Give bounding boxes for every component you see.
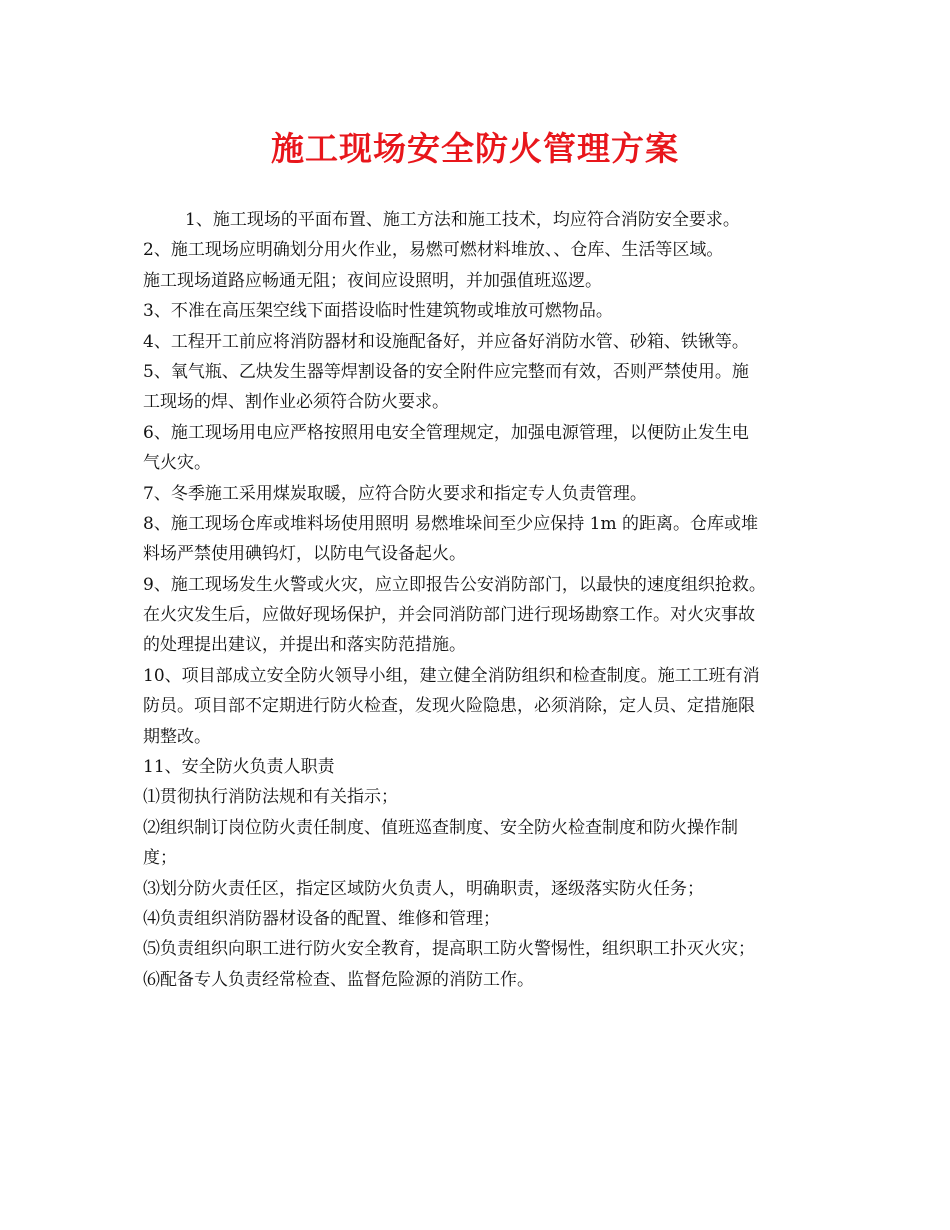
text-line: 气火灾。 bbox=[143, 453, 211, 474]
text-line: ⑷负责组织消防器材设备的配置、维修和管理； bbox=[143, 908, 500, 929]
text-line: 1、施工现场的平面布置、施工方法和施工技术，均应符合消防安全要求。 bbox=[185, 210, 740, 230]
text-line: ⑴贯彻执行消防法规和有关指示； bbox=[143, 787, 398, 808]
text-line: ⑵组织制订岗位防火责任制度、值班巡查制度、安全防火检查制度和防火操作制 bbox=[143, 817, 738, 838]
text-line: 在火灾发生后，应做好现场保护，并会同消防部门进行现场勘察工作。对火灾事故 bbox=[143, 605, 755, 626]
text-line: 料场严禁使用碘钨灯，以防电气设备起火。 bbox=[143, 544, 466, 565]
text-line: 4、工程开工前应将消防器材和设施配备好，并应备好消防水管、砂箱、铁锹等。 bbox=[143, 331, 749, 352]
text-line: 2、施工现场应明确划分用火作业，易燃可燃材料堆放、、仓库、生活等区域。 bbox=[143, 240, 724, 261]
text-line: 8、施工现场仓库或堆料场使用照明 易燃堆垛间至少应保持 1m 的距离。仓库或堆 bbox=[143, 513, 758, 534]
text-line: 9、施工现场发生火警或火灾，应立即报告公安消防部门，以最快的速度组织抢救。 bbox=[143, 574, 766, 595]
text-line: 11、安全防火负责人职责 bbox=[143, 757, 335, 778]
text-line: ⑹配备专人负责经常检查、监督危险源的消防工作。 bbox=[143, 969, 534, 990]
text-line: ⑶划分防火责任区，指定区域防火负责人，明确职责，逐级落实防火任务； bbox=[143, 878, 704, 899]
text-line: 5、氧气瓶、乙炔发生器等焊割设备的安全附件应完整而有效，否则严禁使用。施 bbox=[143, 361, 749, 382]
text-line: 7、冬季施工采用煤炭取暖，应符合防火要求和指定专人负责管理。 bbox=[143, 483, 647, 504]
text-line: 10、项目部成立安全防火领导小组，建立健全消防组织和检查制度。施工工班有消 bbox=[143, 665, 760, 686]
text-line: 度； bbox=[143, 848, 177, 869]
document-body bbox=[143, 205, 833, 995]
text-line: 3、不准在高压架空线下面搭设临时性建筑物或堆放可燃物品。 bbox=[143, 301, 613, 322]
text-line: 施工现场道路应畅通无阻；夜间应设照明，并加强值班巡逻。 bbox=[143, 270, 602, 291]
text-line: 工现场的焊、割作业必须符合防火要求。 bbox=[143, 392, 449, 413]
text-line: 的处理提出建议，并提出和落实防范措施。 bbox=[143, 635, 466, 656]
document-title: 施工现场安全防火管理方案 bbox=[271, 129, 679, 168]
text-line: 6、施工现场用电应严格按照用电安全管理规定，加强电源管理，以便防止发生电 bbox=[143, 422, 749, 443]
text-line: 防员。项目部不定期进行防火检查，发现火险隐患，必须消除，定人员、定措施限 bbox=[143, 696, 755, 717]
text-line: ⑸负责组织向职工进行防火安全教育，提高职工防火警惕性，组织职工扑灭火灾； bbox=[143, 939, 755, 960]
text-line: 期整改。 bbox=[143, 726, 211, 747]
